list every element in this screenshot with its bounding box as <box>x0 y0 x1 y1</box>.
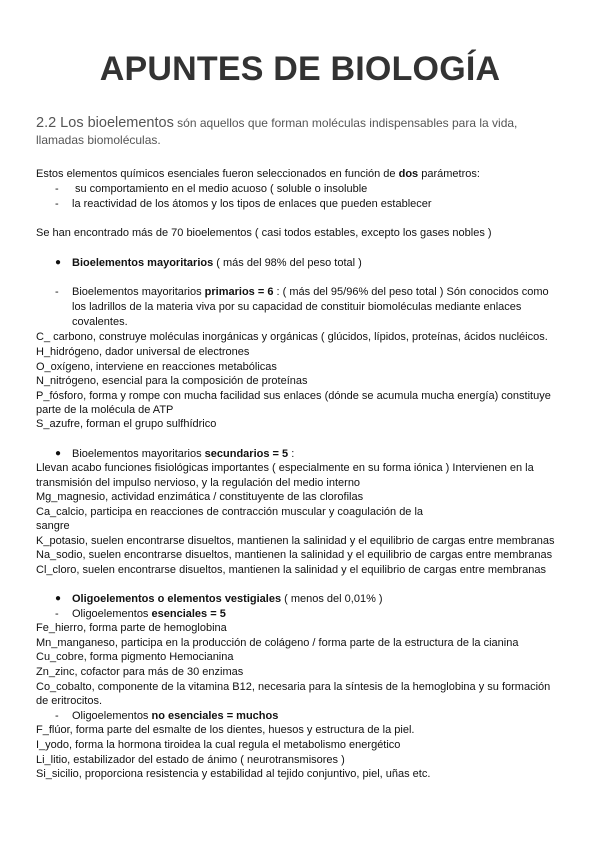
secundarios-line: Cl_cloro, suelen encontrarse disueltos, mantienen la salinidad y el equilibrio de cargas entre membranas <box>36 564 546 576</box>
primarios-line2: los ladrillos de la materia viva por su capacidad de constituir biomoléculas mediante enlaces <box>72 301 522 313</box>
secundarios-pre: Bioelementos mayoritarios <box>72 448 205 460</box>
esenciales-bold: esenciales = 5 <box>151 608 226 620</box>
mayoritarios-heading-bold: Bioelementos mayoritarios <box>72 257 214 269</box>
esencial-line: Cu_cobre, forma pigmento Hemocianina <box>36 651 234 663</box>
no-esenciales-bold: no esenciales = muchos <box>151 710 279 722</box>
esencial-line: Zn_zinc, cofactor para más de 30 enzimas <box>36 666 244 678</box>
secundarios-line: Llevan acabo funciones fisiológicas importantes ( especialmente en su forma iónica ) Intervienen en la <box>36 462 534 474</box>
dash-glyph: - <box>55 286 59 298</box>
count-note: Se han encontrado más de 70 bioelementos ( casi todos estables, excepto los gases nobles ) <box>36 227 492 239</box>
secundarios-line: Mg_magnesio, actividad enzimática / constituyente de las clorofilas <box>36 491 364 503</box>
esencial-line: de eritrocitos. <box>36 695 103 707</box>
secundarios-bold: secundarios = 5 <box>204 448 289 460</box>
oligo-heading-rest: ( menos del 0,01% ) <box>281 593 383 605</box>
bullet-glyph: ● <box>55 257 62 268</box>
esenciales-pre: Oligoelementos <box>72 608 152 620</box>
primarios-bold: primarios = 6 <box>204 286 274 298</box>
section-intro-line2: llamadas biomoléculas. <box>36 133 161 147</box>
section-intro <box>36 115 566 149</box>
secundarios-heading <box>72 447 294 462</box>
esencial-line: Mn_manganeso, participa en la producción de colágeno / forma parte de la estructura de la cianina <box>36 637 519 649</box>
primarios-line3: covalentes. <box>72 316 128 328</box>
oligo-heading <box>72 592 383 607</box>
secundarios-line: sangre <box>36 520 70 532</box>
dash-glyph: - <box>55 608 59 620</box>
element-line: C_ carbono, construye moléculas inorgánicas y orgánicas ( glúcidos, lípidos, proteínas, ácidos nucléicos. <box>36 331 548 343</box>
dash-glyph: - <box>55 710 59 722</box>
esencial-line: Co_cobalto, componente de la vitamina B12, necesaria para la síntesis de la hemoglobina y su formación <box>36 681 551 693</box>
dash-glyph: - <box>55 198 59 210</box>
section-intro-text: són aquellos que forman moléculas indispensables para la vida, <box>173 116 518 130</box>
primarios-line1 <box>72 285 549 300</box>
mayoritarios-heading <box>72 256 362 271</box>
no-esenciales-pre: Oligoelementos <box>72 710 152 722</box>
no-esencial-line: I_yodo, forma la hormona tiroidea la cual regula el metabolismo energético <box>36 739 401 751</box>
param-item: la reactividad de los átomos y los tipos de enlaces que pueden establecer <box>72 198 432 210</box>
secundarios-line: K_potasio, suelen encontrarse disueltos, mantienen la salinidad y el equilibrio de cargas entre membranas <box>36 535 555 547</box>
oligo-heading-bold: Oligoelementos o elementos vestigiales <box>72 593 282 605</box>
secundarios-line: transmisión del impulso nervioso, y la regulación del medio interno <box>36 477 361 489</box>
params-lead-text: Estos elementos químicos esenciales fueron seleccionados en función de <box>36 168 399 180</box>
bullet-glyph: ● <box>55 448 62 459</box>
esenciales-heading <box>72 607 226 622</box>
param-item: su comportamiento en el medio acuoso ( soluble o insoluble <box>75 183 368 195</box>
dash-glyph: - <box>55 183 59 195</box>
params-lead-end: parámetros: <box>418 168 480 180</box>
params-lead <box>36 167 480 182</box>
no-esencial-line: F_flúor, forma parte del esmalte de los dientes, huesos y estructura de la piel. <box>36 724 415 736</box>
element-line: H_hidrógeno, dador universal de electrones <box>36 346 250 358</box>
secundarios-line: Ca_calcio, participa en reacciones de contracción muscular y coagulación de la <box>36 506 424 518</box>
bullet-glyph: ● <box>55 593 62 604</box>
element-line: O_oxígeno, interviene en reacciones metabólicas <box>36 361 277 373</box>
primarios-post: : ( más del 95/96% del peso total ) Són conocidos como <box>273 286 549 298</box>
no-esenciales-heading <box>72 709 278 724</box>
element-line: P_fósforo, forma y rompe con mucha facilidad sus enlaces (dónde se acumula mucha energía) constituye <box>36 390 551 402</box>
secundarios-line: Na_sodio, suelen encontrarse disueltos, mantienen la salinidad y el equilibrio de cargas entre membranas <box>36 549 553 561</box>
section-heading: 2.2 Los bioelementos <box>36 115 174 131</box>
primarios-pre: Bioelementos mayoritarios <box>72 286 205 298</box>
params-lead-bold: dos <box>398 168 419 180</box>
page-title: APUNTES DE BIOLOGÍA <box>99 50 501 88</box>
no-esencial-line: Si_sicilio, proporciona resistencia y estabilidad al tejido conjuntivo, piel, uñas etc. <box>36 768 431 780</box>
secundarios-post: : <box>288 448 295 460</box>
element-line: S_azufre, forman el grupo sulfhídrico <box>36 418 217 430</box>
no-esencial-line: Li_litio, estabilizador del estado de ánimo ( neurotransmisores ) <box>36 754 345 766</box>
element-line: parte de la molécula de ATP <box>36 404 174 416</box>
element-line: N_nitrógeno, esencial para la composición de proteínas <box>36 375 308 387</box>
esencial-line: Fe_hierro, forma parte de hemoglobina <box>36 622 227 634</box>
mayoritarios-heading-rest: ( más del 98% del peso total ) <box>213 257 362 269</box>
